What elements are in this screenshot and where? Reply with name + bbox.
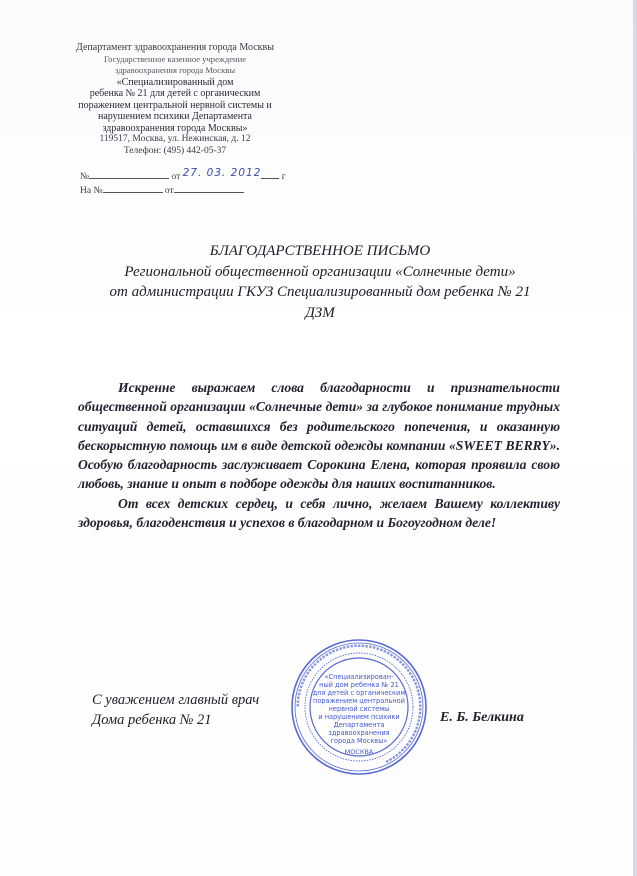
body-paragraph-1: Искренне выражаем слова благодарности и признательности общественной организации «Солнечные дети» за глубокое понимание трудных ситуаций детей, оставшихся без родительского попечения, и оказанную бескорыстную помощь им в виде детской одежды компании «SWEET BERRY». Особую благодарность заслуживает Сорокина Елена, которая проявила свою любовь, знание и опыт в подборе одежды для наших воспитанников. (78, 380, 560, 492)
reference-reply-row (80, 183, 244, 196)
reference-reply-date-blank (174, 183, 244, 193)
letterhead-department: Департамент здравоохранения города Москвы (76, 42, 274, 53)
stamp-text-2: ный дом ребенка № 21 (319, 681, 399, 689)
letterhead-org-type-1: Государственное казенное учреждение (103, 53, 247, 64)
stamp-ring-texture: ▪▪▪▪▪▪▪▪▪▪▪▪▪▪▪▪▪▪▪▪▪▪▪▪▪▪▪▪▪▪▪▪▪▪▪▪▪▪▪▪▪▪▪▪▪▪▪▪▪▪▪▪▪▪▪▪▪▪▪▪▪▪▪▪▪▪▪▪▪ (294, 642, 424, 765)
letterhead-org-type-2: здравоохранения города Москвы (114, 65, 236, 75)
stamp-text-3: для детей с органическим (312, 689, 406, 697)
stamp-text-9: города Москвы» (330, 737, 388, 745)
letterhead-phone: Телефон: (495) 442-05-37 (123, 145, 227, 156)
stamp-text-1: «Специализирован- (324, 673, 394, 681)
reference-number-row (80, 169, 286, 182)
reference-number-label: № (80, 172, 90, 182)
signature-line-2: Дома ребенка № 21 (92, 712, 212, 728)
letter-title (40, 241, 600, 323)
letterhead-institution-2: ребенка № 21 для детей с органическим (89, 88, 261, 99)
letterhead-institution-3: поражением центральной нервной системы и (78, 99, 272, 111)
reference-reply-blank (103, 183, 163, 193)
title-line-2: Региональной общественной организации «Солнечные дети» (124, 263, 516, 280)
signature-block (92, 690, 259, 730)
reference-date-prefix: от (171, 172, 181, 182)
stamp-text-8: здравоохранения (328, 729, 390, 737)
reference-reply-from: от (164, 186, 174, 196)
body-paragraph-2: От всех детских сердец, и себя лично, желаем Вашему коллективу здоровья, благоденствия и успехов в благодарном и Богоугодном деле! (78, 495, 560, 531)
letter-body (78, 378, 560, 532)
reference-number-blank (89, 169, 169, 179)
stamp-city: МОСКВА (344, 748, 374, 756)
reference-date-handwritten: 27. 03. 2012 (182, 167, 262, 179)
title-line-1: БЛАГОДАРСТВЕННОЕ ПИСЬМО (209, 243, 431, 259)
letterhead-address: 119517, Москва, ул. Нежинская, д. 12 (99, 134, 251, 144)
scan-edge (633, 0, 637, 876)
stamp-text-6: и нарушением психики (318, 713, 400, 721)
letterhead (50, 42, 300, 157)
signature-line-1: С уважением главный врач (92, 692, 260, 708)
title-line-3: от администрации ГКУЗ Специализированный дом ребенка № 21 (109, 284, 531, 300)
official-stamp (289, 637, 429, 777)
stamp-text-5: нервной системы (328, 705, 390, 713)
letterhead-institution-5: здравоохранения города Москвы» (102, 122, 248, 134)
letterhead-institution-4: нарушением психики Департамента (98, 111, 252, 122)
signature-name: Е. Б. Белкина (440, 710, 524, 725)
title-line-4: ДЗМ (305, 304, 335, 321)
reference-date-suffix: г (281, 172, 286, 182)
letterhead-institution-1: «Специализированный дом (116, 76, 234, 88)
stamp-text-7: Департамента (333, 721, 385, 729)
reference-reply-label: На № (80, 186, 103, 196)
stamp-text-4: поражением центральной (313, 697, 405, 705)
